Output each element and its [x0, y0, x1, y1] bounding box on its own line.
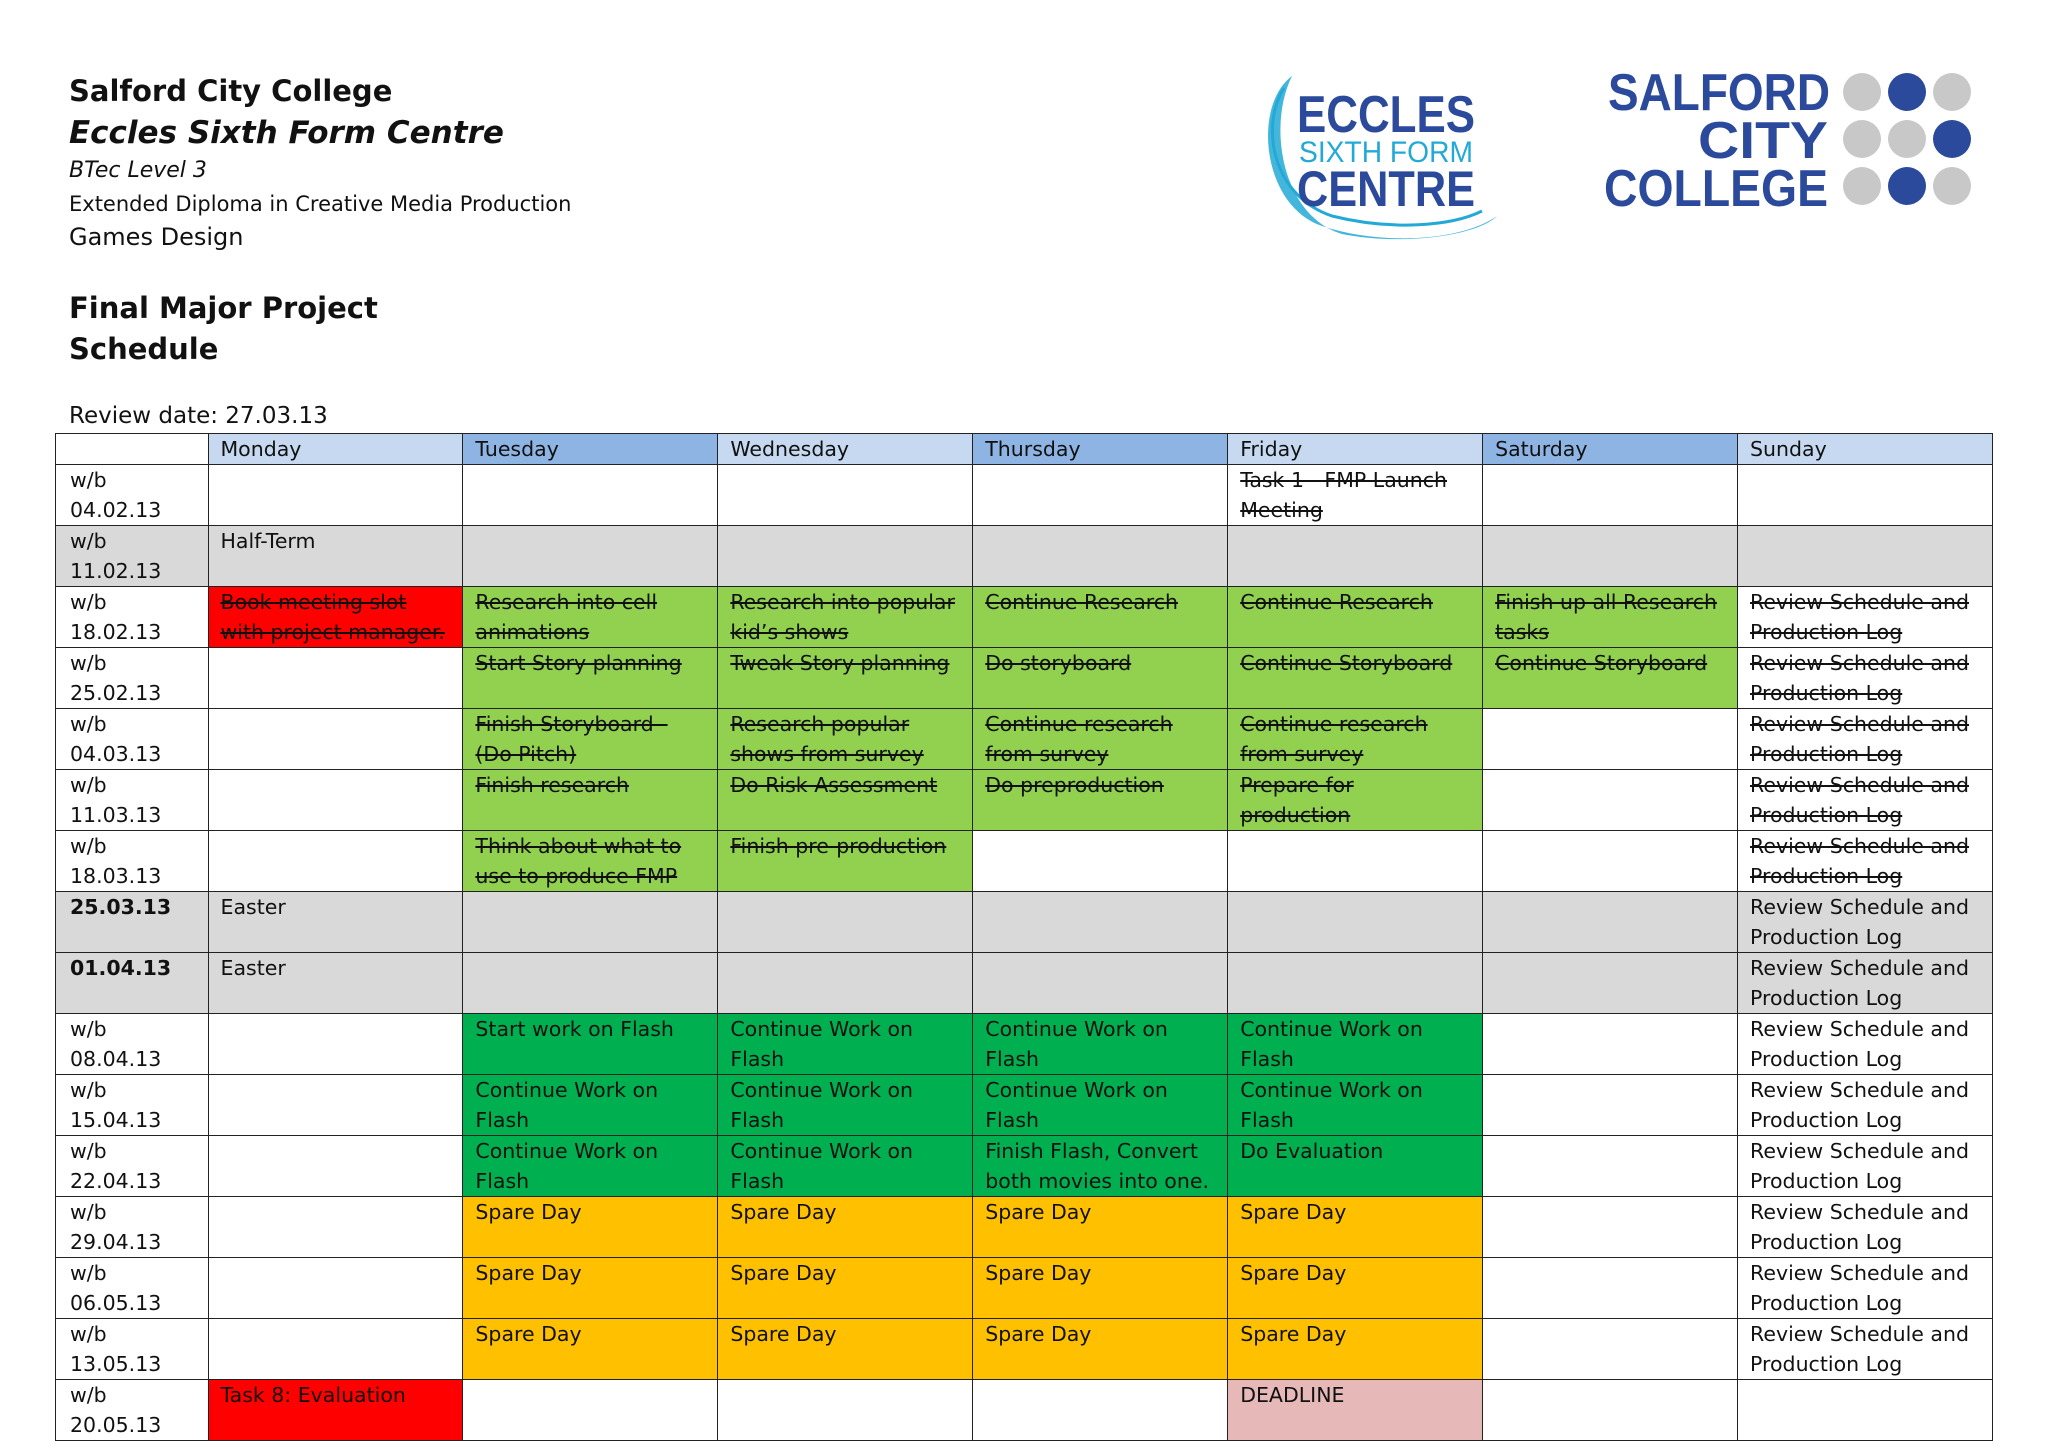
week-label: w/b 11.02.13 [56, 526, 209, 587]
schedule-cell [1228, 953, 1483, 1014]
schedule-cell [208, 1258, 463, 1319]
schedule-cell [1738, 526, 1993, 587]
week-label: w/b 11.03.13 [56, 770, 209, 831]
schedule-cell [1483, 770, 1738, 831]
course-level: BTec Level 3 [69, 158, 207, 183]
table-row [56, 953, 1993, 1014]
schedule-cell [1738, 465, 1993, 526]
schedule-cell [1483, 831, 1738, 892]
week-label: w/b 22.04.13 [56, 1136, 209, 1197]
schedule-cell: Spare Day [1228, 1258, 1483, 1319]
schedule-cell: Continue research from survey [1228, 709, 1483, 770]
header-saturday: Saturday [1483, 434, 1738, 465]
eccles-sixth-form-logo [1262, 66, 1512, 246]
schedule-cell: Finish Storyboard - (Do Pitch) [463, 709, 718, 770]
table-row [56, 1380, 1993, 1441]
schedule-cell [208, 465, 463, 526]
schedule-cell: Spare Day [718, 1319, 973, 1380]
schedule-cell [718, 526, 973, 587]
schedule-cell: Spare Day [718, 1258, 973, 1319]
schedule-cell: Start work on Flash [463, 1014, 718, 1075]
week-label: w/b 29.04.13 [56, 1197, 209, 1258]
schedule-cell [718, 892, 973, 953]
week-label: w/b 04.03.13 [56, 709, 209, 770]
schedule-cell [208, 1197, 463, 1258]
week-label: 25.03.13 [56, 892, 209, 953]
schedule-cell [208, 1014, 463, 1075]
schedule-cell [1483, 1075, 1738, 1136]
schedule-cell: Spare Day [973, 1258, 1228, 1319]
schedule-cell: Review Schedule and Production Log [1738, 587, 1993, 648]
schedule-cell: Finish up all Research tasks [1483, 587, 1738, 648]
schedule-cell [1483, 1197, 1738, 1258]
week-label: 01.04.13 [56, 953, 209, 1014]
schedule-cell [463, 1380, 718, 1441]
header-thursday: Thursday [973, 434, 1228, 465]
review-date: Review date: 27.03.13 [69, 403, 328, 429]
schedule-cell [718, 1380, 973, 1441]
schedule-cell: Prepare for production [1228, 770, 1483, 831]
schedule-cell [1483, 1258, 1738, 1319]
schedule-cell: Continue Work on Flash [718, 1014, 973, 1075]
schedule-cell [973, 465, 1228, 526]
schedule-cell [1483, 526, 1738, 587]
header-wednesday: Wednesday [718, 434, 973, 465]
schedule-cell [208, 648, 463, 709]
schedule-cell [208, 709, 463, 770]
schedule-cell [973, 831, 1228, 892]
schedule-cell: Review Schedule and Production Log [1738, 709, 1993, 770]
table-row [56, 1197, 1993, 1258]
schedule-cell: Review Schedule and Production Log [1738, 1258, 1993, 1319]
schedule-cell [1228, 892, 1483, 953]
week-label: w/b 06.05.13 [56, 1258, 209, 1319]
schedule-table [55, 433, 1993, 1441]
schedule-cell: Review Schedule and Production Log [1738, 770, 1993, 831]
schedule-cell: Continue Work on Flash [973, 1075, 1228, 1136]
header-tuesday: Tuesday [463, 434, 718, 465]
schedule-cell: Continue Research [1228, 587, 1483, 648]
schedule-cell [208, 770, 463, 831]
schedule-cell: Research popular shows from survey [718, 709, 973, 770]
schedule-cell: Easter [208, 892, 463, 953]
schedule-cell: Review Schedule and Production Log [1738, 1014, 1993, 1075]
schedule-cell: Do storyboard [973, 648, 1228, 709]
schedule-cell: Do Risk Assessment [718, 770, 973, 831]
week-label: w/b 18.02.13 [56, 587, 209, 648]
table-row [56, 526, 1993, 587]
schedule-cell: Continue Work on Flash [463, 1136, 718, 1197]
schedule-cell [718, 953, 973, 1014]
schedule-cell: Spare Day [463, 1258, 718, 1319]
schedule-cell: Review Schedule and Production Log [1738, 1197, 1993, 1258]
schedule-cell [463, 892, 718, 953]
schedule-cell: Spare Day [463, 1197, 718, 1258]
logo-text-line1: SALFORD [1608, 64, 1830, 122]
schedule-cell [463, 953, 718, 1014]
schedule-cell: Spare Day [973, 1319, 1228, 1380]
schedule-cell: Spare Day [718, 1197, 973, 1258]
schedule-cell [1483, 892, 1738, 953]
document-header [69, 70, 571, 254]
logo-text-line2: SIXTH FORM [1299, 136, 1473, 169]
table-row [56, 892, 1993, 953]
schedule-cell: Review Schedule and Production Log [1738, 831, 1993, 892]
schedule-cell: Continue Work on Flash [973, 1014, 1228, 1075]
week-label: w/b 13.05.13 [56, 1319, 209, 1380]
schedule-cell: Review Schedule and Production Log [1738, 648, 1993, 709]
course-pathway: Games Design [69, 223, 244, 251]
schedule-cell [1483, 1380, 1738, 1441]
schedule-cell: Continue Work on Flash [718, 1136, 973, 1197]
schedule-cell: Continue research from survey [973, 709, 1228, 770]
logo-dot-grid [1843, 73, 1971, 205]
schedule-cell: Review Schedule and Production Log [1738, 1136, 1993, 1197]
schedule-cell: Continue Work on Flash [463, 1075, 718, 1136]
schedule-cell [208, 1136, 463, 1197]
table-row [56, 1014, 1993, 1075]
schedule-cell: Review Schedule and Production Log [1738, 953, 1993, 1014]
schedule-cell: Research into popular kid’s shows [718, 587, 973, 648]
week-label: w/b 18.03.13 [56, 831, 209, 892]
table-row [56, 709, 1993, 770]
schedule-cell: Do preproduction [973, 770, 1228, 831]
schedule-cell [973, 892, 1228, 953]
header-sunday: Sunday [1738, 434, 1993, 465]
schedule-cell: Continue Work on Flash [1228, 1014, 1483, 1075]
schedule-cell: Spare Day [463, 1319, 718, 1380]
schedule-cell [718, 465, 973, 526]
schedule-cell: Think about what to use to produce FMP [463, 831, 718, 892]
logo-text-line3: COLLEGE [1604, 160, 1828, 212]
week-label: w/b 08.04.13 [56, 1014, 209, 1075]
deadline-cell: DEADLINE [1228, 1380, 1483, 1441]
schedule-cell: Spare Day [1228, 1197, 1483, 1258]
schedule-cell [1483, 1136, 1738, 1197]
schedule-cell: Tweak Story planning [718, 648, 973, 709]
table-row [56, 587, 1993, 648]
schedule-cell: Spare Day [973, 1197, 1228, 1258]
schedule-cell: Continue Research [973, 587, 1228, 648]
week-label: w/b 25.02.13 [56, 648, 209, 709]
logo-text-line2: CITY [1698, 112, 1828, 170]
schedule-cell: Start Story planning [463, 648, 718, 709]
logo-text-line1: ECCLES [1297, 86, 1475, 144]
schedule-cell: Finish research [463, 770, 718, 831]
schedule-cell: Finish pre-production [718, 831, 973, 892]
college-name: Salford City College [69, 74, 393, 108]
course-diploma: Extended Diploma in Creative Media Production [69, 192, 572, 216]
schedule-cell: Task 8: Evaluation [208, 1380, 463, 1441]
schedule-cell: Spare Day [1228, 1319, 1483, 1380]
schedule-cell [1483, 953, 1738, 1014]
centre-name: Eccles Sixth Form Centre [69, 115, 504, 151]
schedule-cell: Review Schedule and Production Log [1738, 1319, 1993, 1380]
schedule-cell: Half-Term [208, 526, 463, 587]
schedule-cell [1738, 1380, 1993, 1441]
schedule-cell: Book meeting slot with project manager. [208, 587, 463, 648]
project-title-line1: Final Major Project [69, 291, 378, 325]
schedule-cell: Continue Storyboard [1483, 648, 1738, 709]
schedule-cell [463, 465, 718, 526]
schedule-cell: Research into cell animations [463, 587, 718, 648]
schedule-cell: Finish Flash, Convert both movies into one. [973, 1136, 1228, 1197]
week-label: w/b 20.05.13 [56, 1380, 209, 1441]
table-row [56, 831, 1993, 892]
schedule-cell: Review Schedule and Production Log [1738, 892, 1993, 953]
table-row [56, 770, 1993, 831]
salford-city-college-logo [1600, 62, 1990, 212]
schedule-cell [208, 1319, 463, 1380]
table-row [56, 1258, 1993, 1319]
schedule-cell: Do Evaluation [1228, 1136, 1483, 1197]
table-row [56, 1136, 1993, 1197]
table-row [56, 1319, 1993, 1380]
header-week [56, 434, 209, 465]
table-header-row [56, 434, 1993, 465]
schedule-cell [1228, 526, 1483, 587]
schedule-cell [973, 953, 1228, 1014]
schedule-cell [208, 1075, 463, 1136]
project-title [69, 288, 378, 370]
schedule-cell [1483, 1014, 1738, 1075]
week-label: w/b 04.02.13 [56, 465, 209, 526]
header-friday: Friday [1228, 434, 1483, 465]
schedule-cell: Continue Storyboard [1228, 648, 1483, 709]
header-monday: Monday [208, 434, 463, 465]
project-title-line2: Schedule [69, 332, 219, 366]
schedule-cell [973, 526, 1228, 587]
table-row [56, 465, 1993, 526]
schedule-cell [1483, 1319, 1738, 1380]
schedule-cell: Continue Work on Flash [718, 1075, 973, 1136]
schedule-cell [1228, 831, 1483, 892]
schedule-cell [208, 831, 463, 892]
table-row [56, 648, 1993, 709]
schedule-cell [1483, 465, 1738, 526]
schedule-cell [463, 526, 718, 587]
logo-text-line3: CENTRE [1297, 161, 1475, 217]
schedule-cell: Task 1 - FMP Launch Meeting [1228, 465, 1483, 526]
schedule-cell [1483, 709, 1738, 770]
table-row [56, 1075, 1993, 1136]
schedule-cell: Easter [208, 953, 463, 1014]
week-label: w/b 15.04.13 [56, 1075, 209, 1136]
schedule-cell: Review Schedule and Production Log [1738, 1075, 1993, 1136]
schedule-cell: Continue Work on Flash [1228, 1075, 1483, 1136]
schedule-cell [973, 1380, 1228, 1441]
